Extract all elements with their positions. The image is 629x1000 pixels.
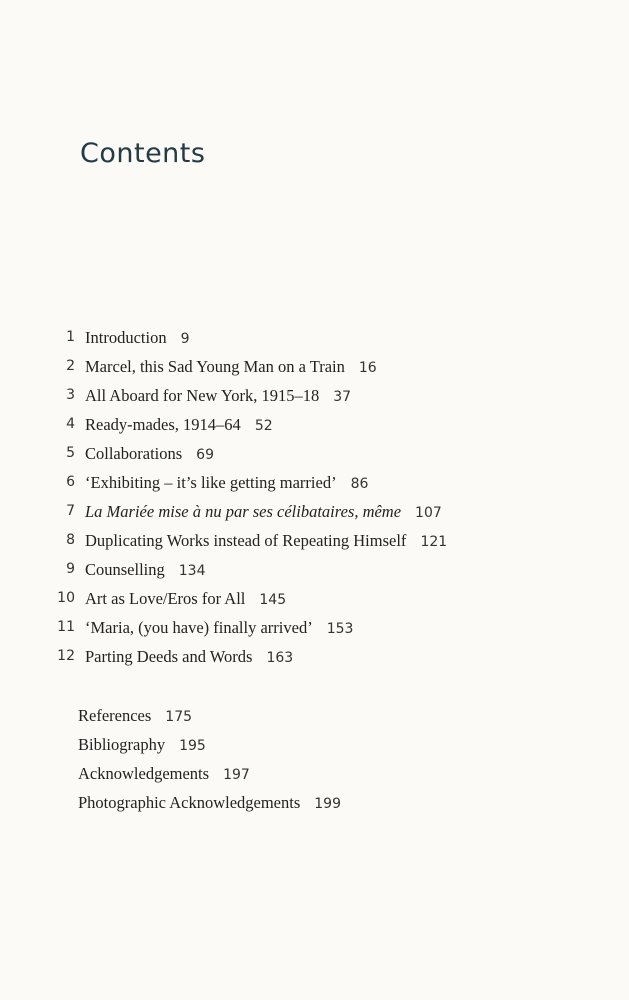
page-number: 121 bbox=[420, 534, 448, 550]
chapter-number: 6 bbox=[66, 474, 75, 490]
page-number: 134 bbox=[178, 563, 206, 579]
back-matter-title-text: Bibliography bbox=[78, 735, 166, 754]
back-matter-title-text: Acknowledgements bbox=[78, 764, 210, 783]
page-number: 153 bbox=[326, 621, 354, 637]
toc-entry[interactable] bbox=[0, 730, 629, 759]
chapter-title-text: All Aboard for New York, 1915–18 bbox=[85, 386, 320, 405]
chapter-title-text: ‘Maria, (you have) finally arrived’ bbox=[85, 618, 313, 637]
back-matter-title-text: References bbox=[78, 706, 152, 725]
page-number: 197 bbox=[223, 767, 250, 783]
page-number: 86 bbox=[350, 476, 369, 492]
toc-entry[interactable] bbox=[0, 555, 629, 584]
toc-entry[interactable] bbox=[0, 613, 629, 642]
chapter-title bbox=[85, 410, 273, 441]
toc-entry[interactable] bbox=[0, 352, 629, 381]
chapter-title-text: ‘Exhibiting – it’s like getting married’ bbox=[85, 473, 337, 492]
toc-entry[interactable] bbox=[0, 759, 629, 788]
page-title: Contents bbox=[80, 138, 206, 169]
toc-entry[interactable] bbox=[0, 642, 629, 671]
page-number: 107 bbox=[415, 505, 442, 521]
chapter-title bbox=[85, 526, 447, 557]
back-matter-title bbox=[78, 701, 192, 732]
back-matter-title-text: Photographic Acknowledgements bbox=[78, 793, 301, 812]
toc-entry[interactable] bbox=[0, 381, 629, 410]
chapter-title bbox=[85, 642, 293, 673]
chapter-number: 5 bbox=[66, 445, 75, 461]
page-number: 145 bbox=[259, 592, 287, 608]
chapter-title-text: Ready-mades, 1914–64 bbox=[85, 415, 241, 434]
toc-entry[interactable] bbox=[0, 323, 629, 352]
chapter-title-text: Collaborations bbox=[85, 444, 183, 463]
chapter-number: 7 bbox=[66, 503, 75, 519]
back-matter-title bbox=[78, 730, 206, 761]
toc-entry[interactable] bbox=[0, 410, 629, 439]
page-number: 37 bbox=[333, 389, 352, 405]
back-matter-title bbox=[78, 759, 250, 790]
chapter-title-text: Duplicating Works instead of Repeating Himself bbox=[85, 531, 407, 550]
chapter-number: 11 bbox=[57, 619, 75, 635]
chapter-title bbox=[85, 439, 214, 470]
page-number: 69 bbox=[196, 447, 214, 463]
chapter-title bbox=[85, 555, 206, 586]
chapter-number: 3 bbox=[66, 387, 75, 403]
toc-entry[interactable] bbox=[0, 468, 629, 497]
page-number: 52 bbox=[254, 418, 273, 434]
chapter-number: 2 bbox=[66, 358, 75, 374]
page-number: 16 bbox=[358, 360, 377, 376]
chapter-list bbox=[0, 323, 629, 671]
chapter-title-text: Parting Deeds and Words bbox=[85, 647, 253, 666]
page-number: 9 bbox=[180, 331, 190, 347]
chapter-title-text: Introduction bbox=[85, 328, 167, 347]
chapter-number: 9 bbox=[66, 561, 75, 577]
page-number: 195 bbox=[179, 738, 206, 754]
chapter-title-text: Marcel, this Sad Young Man on a Train bbox=[85, 357, 345, 376]
page-number: 163 bbox=[266, 650, 294, 666]
back-matter-list bbox=[0, 701, 629, 817]
chapter-title-text: La Mariée mise à nu par ses célibataires, même bbox=[85, 502, 402, 521]
toc-entry[interactable] bbox=[0, 439, 629, 468]
chapter-number: 4 bbox=[66, 416, 75, 432]
toc-entry[interactable] bbox=[0, 701, 629, 730]
chapter-title bbox=[85, 613, 353, 644]
toc-entry[interactable] bbox=[0, 526, 629, 555]
chapter-number: 1 bbox=[66, 329, 75, 345]
back-matter-title bbox=[78, 788, 341, 819]
chapter-number: 12 bbox=[57, 648, 75, 664]
chapter-title bbox=[85, 323, 190, 354]
chapter-title bbox=[85, 468, 368, 499]
chapter-title-text: Art as Love/Eros for All bbox=[85, 589, 246, 608]
chapter-title bbox=[85, 381, 351, 412]
toc-entry[interactable] bbox=[0, 788, 629, 817]
toc-entry[interactable] bbox=[0, 497, 629, 526]
chapter-number: 10 bbox=[57, 590, 75, 606]
chapter-title bbox=[85, 584, 286, 615]
chapter-number: 8 bbox=[66, 532, 75, 548]
page-number: 199 bbox=[314, 796, 341, 812]
toc-entry[interactable] bbox=[0, 584, 629, 613]
chapter-title bbox=[85, 497, 442, 528]
chapter-title-text: Counselling bbox=[85, 560, 165, 579]
page-number: 175 bbox=[165, 709, 193, 725]
chapter-title bbox=[85, 352, 377, 383]
